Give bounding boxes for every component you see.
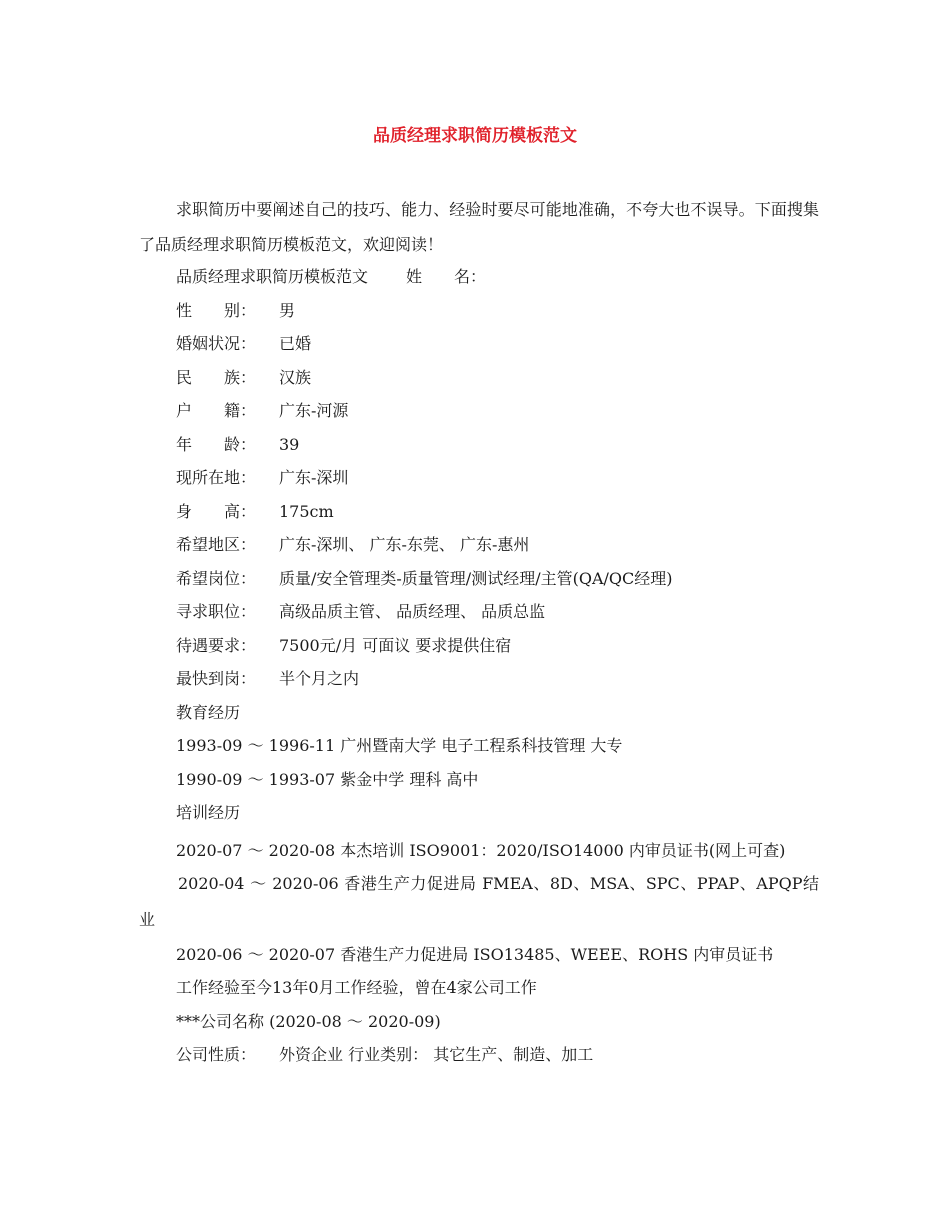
field-height <box>139 498 819 532</box>
field-value: 广东-深圳 <box>279 468 349 487</box>
training-heading: 培训经历 <box>176 803 241 822</box>
field-desired-position <box>139 565 819 599</box>
field-value: 半个月之内 <box>279 669 360 688</box>
education-item: 1993-09 ～ 1996-11 广州暨南大学 电子工程系科技管理 大专 <box>176 736 623 755</box>
field-value: 7500元/月 可面议 要求提供住宿 <box>279 635 512 655</box>
field-marital-status <box>139 330 819 364</box>
field-ethnicity <box>139 364 819 398</box>
field-gender <box>139 297 819 331</box>
field-value: 质量/安全管理类-质量管理/测试经理/主管(QA/QC经理) <box>279 568 673 588</box>
field-label: 希望地区： <box>176 535 257 554</box>
field-label: 寻求职位： <box>176 602 257 621</box>
industry-value: 其它生产、制造、加工 <box>433 1045 594 1064</box>
field-availability <box>139 665 819 699</box>
industry-label: 行业类别： <box>348 1045 429 1064</box>
field-label: 年 龄： <box>176 434 257 454</box>
nature-label: 公司性质： <box>176 1045 257 1064</box>
company-nature-line <box>139 1041 819 1075</box>
field-label: 性 别： <box>176 300 257 320</box>
training-item: 2020-07 ～ 2020-08 本杰培训 ISO9001：2020/ISO14000 内审员证书(网上可查) <box>176 840 786 860</box>
field-value: 高级品质主管、 品质经理、 品质总监 <box>279 602 546 621</box>
field-label: 最快到岗： <box>176 669 257 688</box>
document-body <box>139 192 819 1075</box>
field-label: 现所在地： <box>176 468 257 487</box>
work-summary: 工作经验至今13年0月工作经验，曾在4家公司工作 <box>176 978 537 997</box>
field-value: 175cm <box>279 501 334 521</box>
education-item: 1990-09 ～ 1993-07 紫金中学 理科 高中 <box>176 769 479 789</box>
field-label: 身 高： <box>176 501 257 521</box>
field-value: 汉族 <box>279 367 312 387</box>
field-value: 广东-深圳、 广东-东莞、 广东-惠州 <box>279 535 530 554</box>
subhead-text: 品质经理求职简历模板范文 <box>176 267 369 286</box>
intro-paragraph: 求职简历中要阐述自己的技巧、能力、经验时要尽可能地准确，不夸大也不误导。下面搜集了品质经理求职简历模板范文，欢迎阅读！ <box>139 200 819 254</box>
field-label: 民 族： <box>176 367 257 387</box>
field-seeking-job <box>139 598 819 632</box>
field-label: 婚姻状况： <box>176 334 257 353</box>
field-label: 户 籍： <box>176 401 257 420</box>
field-label: 希望岗位： <box>176 568 257 588</box>
nature-value: 外资企业 <box>279 1045 344 1064</box>
education-heading: 教育经历 <box>176 702 241 722</box>
field-desired-region <box>139 531 819 565</box>
field-value: 广东-河源 <box>279 401 349 420</box>
company-line: ***公司名称 (2020-08 ～ 2020-09) <box>176 1011 441 1031</box>
training-item: 2020-06 ～ 2020-07 香港生产力促进局 ISO13485、WEEE、ROHS 内审员证书 <box>176 944 774 964</box>
training-item: 2020-04 ～ 2020-06 香港生产力促进局 FMEA、8D、MSA、SPC、PPAP、APQP结业 <box>139 873 819 929</box>
field-household <box>139 397 819 431</box>
field-current-location <box>139 464 819 498</box>
field-label: 待遇要求： <box>176 635 257 655</box>
field-age <box>139 431 819 465</box>
field-salary <box>139 632 819 666</box>
field-value: 男 <box>279 300 296 320</box>
subhead-line <box>139 263 819 297</box>
field-value: 39 <box>279 434 300 454</box>
document-title: 品质经理求职简历模板范文 <box>373 126 577 146</box>
name-label: 姓 名： <box>406 267 487 286</box>
field-value: 已婚 <box>279 334 312 353</box>
